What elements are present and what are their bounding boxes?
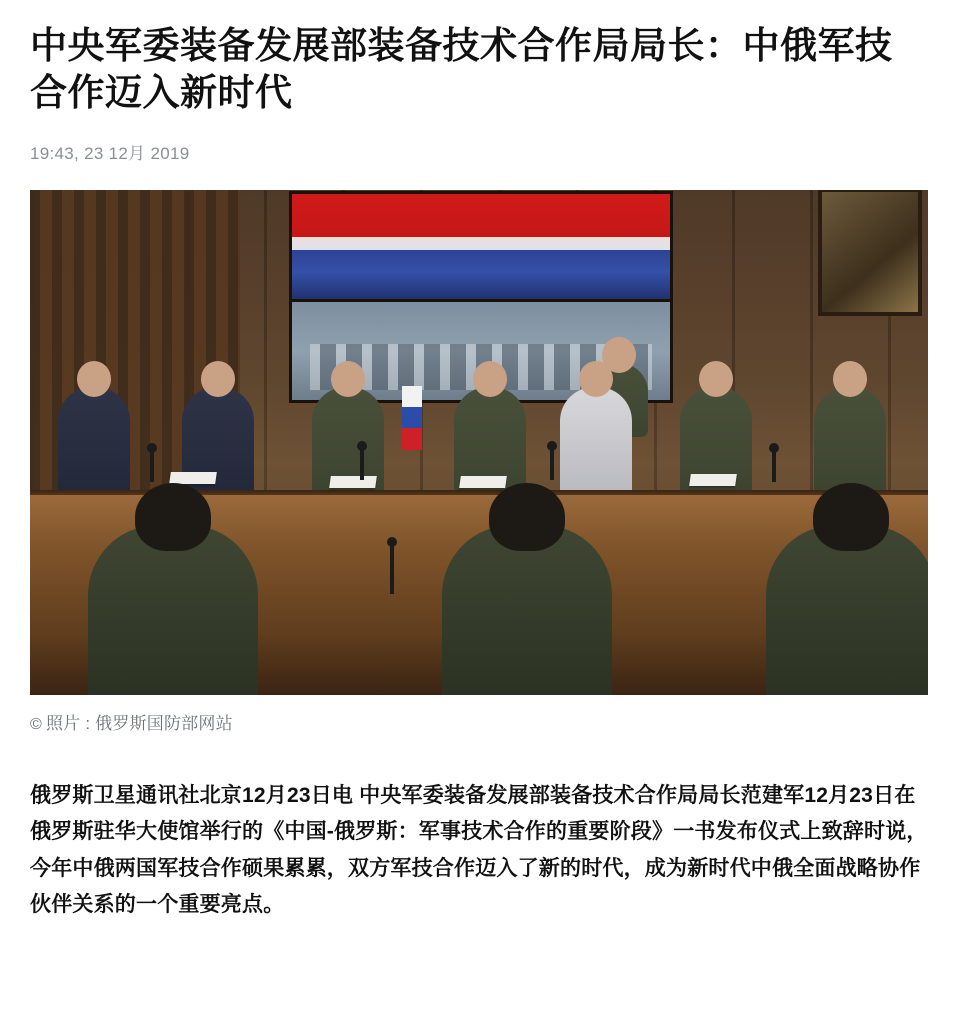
document-paper [329,476,377,488]
flag-white-stripe [292,237,670,250]
wall-artwork [822,192,918,312]
foreground-attendee-1 [88,525,258,695]
foreground-attendee-3 [766,525,928,695]
foreground-attendee-2 [442,525,612,695]
russian-desk-flag [402,386,422,450]
microphone [150,448,154,482]
document-paper [459,476,507,488]
officer-1 [58,387,130,497]
microphone [772,448,776,482]
display-screen-flag [292,194,670,302]
officer-6 [814,387,886,497]
article-figure [30,190,928,734]
document-paper [689,474,737,486]
figure-caption [30,709,928,734]
copyright-icon: © [30,715,42,733]
microphone [550,446,554,480]
figure-caption-text: 照片 : 俄罗斯国防部网站 [46,713,233,733]
article-photo [30,190,928,695]
microphone [390,542,394,594]
interpreter [560,387,632,497]
microphone [360,446,364,480]
article-timestamp: 19:43, 23 12月 2019 [30,143,190,163]
page-title: 中央军委装备发展部装备技术合作局局长：中俄军技合作迈入新时代 [30,25,893,114]
article-body-paragraph: 俄罗斯卫星通讯社北京12月23日电 中央军委装备发展部装备技术合作局局长范建军12月23日在俄罗斯驻华大使馆举行的《中国-俄罗斯：军事技术合作的重要阶段》一书发布仪式上致辞时说，今年中俄两国军技合作硕果累累，双方军技合作迈入了新的时代，成为新时代中俄全面战略协作伙伴关系的一个重要亮点。 [30,783,928,917]
